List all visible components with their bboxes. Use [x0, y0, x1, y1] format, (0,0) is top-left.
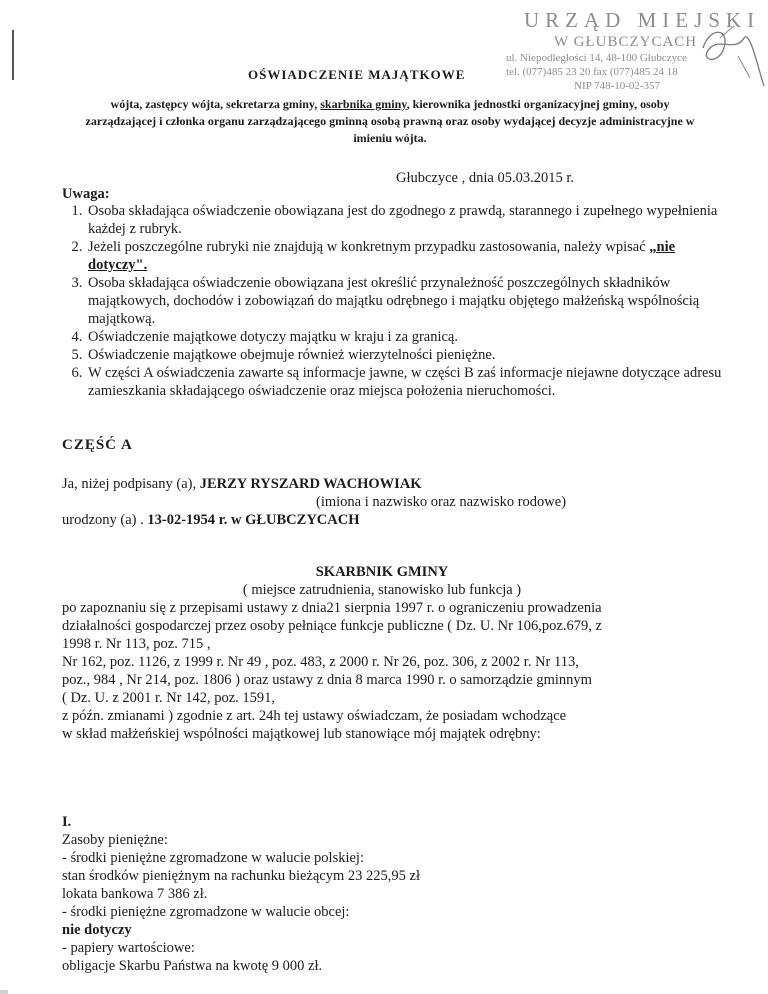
born-line — [62, 511, 360, 529]
note-item-2-emphasis: „nie dotyczy". — [88, 239, 676, 273]
foreign-funds-label: - środki pieniężne zgromadzone w walucie obcej: — [62, 904, 350, 920]
note-item-4: 4. Oświadczenie majątkowe dotyczy majątku w kraju i za granicą. — [86, 328, 726, 346]
note-item-6: 6. W części A oświadczenia zawarte są informacje jawne, w części B zaś informacje niejawne dotyczące adresu zamieszkania składającego oświadczenie oraz miejsca położenia nieruchomości. — [86, 364, 726, 400]
securities-label: - papiery wartościowe: — [62, 940, 195, 956]
position-caption: ( miejsce zatrudnienia, stanowisko lub funkcja ) — [242, 582, 522, 598]
name-caption: (imiona i nazwisko oraz nazwisko rodowe) — [316, 494, 567, 510]
note-item-3: 3. Osoba składająca oświadczenie obowiązana jest określić przynależność poszczególnych składników majątkowych, dochodów i zobowiązań do majątku odrębnego i majątku objętego małżeńską wspólnością majątkową. — [86, 274, 726, 328]
notes-list — [62, 202, 726, 400]
note-item-2 — [86, 238, 726, 274]
stamp-line-1: URZĄD MIEJSKI — [524, 8, 761, 32]
legal-line-4: Nr 162, poz. 1126, z 1999 r. Nr 49 , poz. 483, z 2000 r. Nr 26, poz. 306, z 2002 r. Nr 113, — [62, 654, 579, 670]
foreign-funds-value: nie dotyczy — [62, 922, 132, 938]
uwaga-label: Uwaga: — [62, 186, 110, 202]
legal-line-8: w skład małżeńskiej wspólności majątkowej lub stanowiące mój majątek odrębny: — [62, 726, 541, 742]
legal-line-2: działalności gospodarczej przez osoby pełniące funkcje publiczne ( Dz. U. Nr 106,poz.679, z — [62, 618, 602, 634]
securities-value: obligacje Skarbu Państwa na kwotę 9 000 zł. — [62, 958, 323, 974]
legal-line-3: 1998 r. Nr 113, poz. 715 , — [62, 636, 211, 652]
legal-line-7: z późn. zmianami ) zgodnie z art. 24h tej ustawy oświadczam, że posiadam wchodzące — [62, 708, 567, 724]
position-value: SKARBNIK GMINY — [315, 564, 449, 580]
scan-edge-mark — [12, 30, 14, 80]
document-title: OŚWIADCZENIE MAJĄTKOWE — [248, 67, 466, 82]
note-item-2-text: Jeżeli poszczególne rubryki nie znajdują w konkretnym przypadku zastosowania, należy wpisać — [88, 239, 650, 255]
account-balance-line: stan środków pieniężnym na rachunku bieżącym 23 225,95 zł — [62, 868, 420, 884]
declarant-name: JERZY RYSZARD WACHOWIAK — [199, 476, 422, 492]
born-prefix: urodzony (a) . — [62, 512, 148, 528]
subtitle-post: , kierownika jednostki organizacyjnej gminy, osoby zarządzającej i członka organu zarządzającego gminną osobą prawną oraz osoby wydającej decyzje administracyjne w imieniu wójta. — [85, 97, 695, 145]
part-a-heading: CZĘŚĆ A — [62, 437, 133, 453]
stamp-line-3: ul. Niepodległości 14, 48-100 Głubczyce — [506, 52, 687, 64]
office-stamp — [488, 8, 768, 98]
legal-line-1: po zapoznaniu się z przepisami ustawy z dnia21 sierpnia 1997 r. o ograniczeniu prowadzenia — [62, 600, 602, 616]
legal-line-5: poz., 984 , Nr 214, poz. 1806 ) oraz ustawy z dnia 8 marca 1990 r. o samorządzie gminnym — [62, 672, 592, 688]
subtitle-pre: wójta, zastępcy wójta, sekretarza gminy, — [110, 97, 321, 111]
note-item-1: 1. Osoba składająca oświadczenie obowiązana jest do zgodnego z prawdą, starannego i zupełnego wypełnienia każdej z rubryk. — [86, 202, 726, 238]
legal-line-6: ( Dz. U. z 2001 r. Nr 142, poz. 1591, — [62, 690, 276, 706]
section-1-numeral: I. — [62, 814, 72, 830]
document-subtitle — [80, 96, 700, 147]
stamp-line-4: tel. (077)485 23 20 fax (077)485 24 18 — [506, 66, 678, 78]
subtitle-underlined: skarbnika gminy — [320, 97, 407, 111]
stamp-line-5: NIP 748-10-02-357 — [574, 80, 661, 92]
scan-corner-mark — [0, 990, 8, 994]
signed-prefix: Ja, niżej podpisany (a), — [62, 476, 200, 492]
stamp-line-2: W GŁUBCZYCACH — [554, 34, 698, 50]
signed-line — [62, 475, 422, 493]
section-1-heading: Zasoby pieniężne: — [62, 832, 168, 848]
note-item-5: 5. Oświadczenie majątkowe obejmuje również wierzytelności pieniężne. — [86, 346, 726, 364]
born-value: 13-02-1954 r. w GŁUBCZYCACH — [147, 512, 360, 528]
signature-scribble — [488, 8, 768, 98]
pln-funds-label: - środki pieniężne zgromadzone w walucie polskiej: — [62, 850, 364, 866]
date-line: Głubczyce , dnia 05.03.2015 r. — [396, 170, 574, 186]
deposit-line: lokata bankowa 7 386 zł. — [62, 886, 208, 902]
